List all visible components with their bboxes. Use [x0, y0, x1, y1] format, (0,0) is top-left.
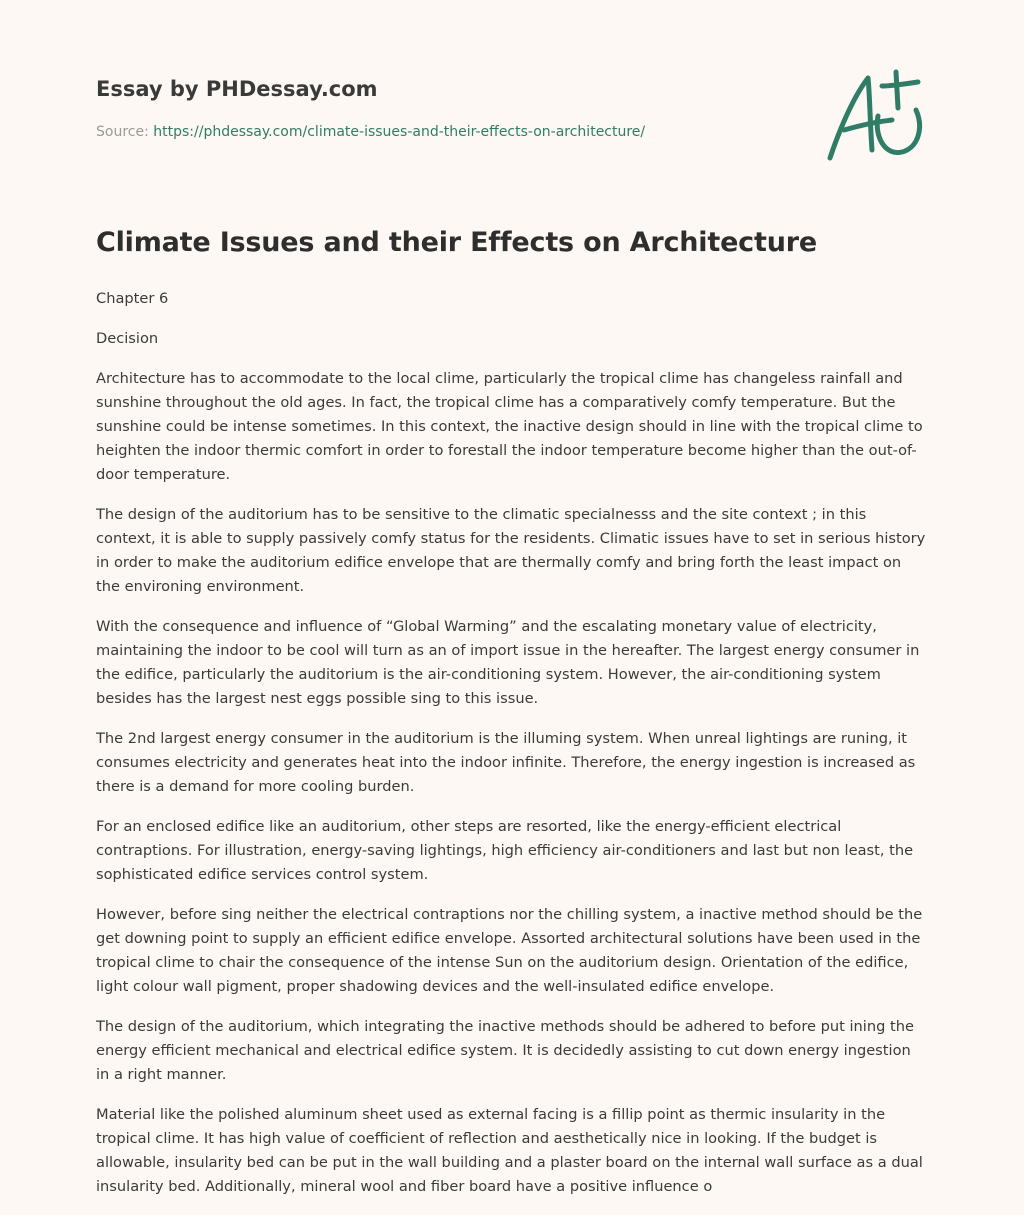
paragraph: Architecture has to accommodate to the local clime, particularly the tropical clime has changeless rainfall and sunshine throughout the old ages. In fact, the tropical clime has a comparatively comfy temperature. But the sunshine could be intense sometimes. In this context, the inactive design should in line with the tropical clime to heighten the indoor thermic comfort in order to forestall the indoor temperature become higher than the out-of-door temperature.	[96, 370, 923, 483]
paragraph: Decision	[96, 330, 159, 347]
paragraph: However, before sing neither the electrical contraptions nor the chilling system, a inactive method should be the get downing point to supply an efficient edifice envelope. Assorted architectural solutions have been used in the tropical clime to chair the consequence of the intense Sun on the auditorium design. Orientation of the edifice, light colour wall pigment, proper shadowing devices and the well-insulated edifice envelope.	[96, 906, 923, 995]
source-line	[96, 124, 645, 140]
paragraph: For an enclosed edifice like an auditorium, other steps are resorted, like the energy-efficient electrical contraptions. For illustration, energy-saving lightings, high efficiency air-conditioners and last but non least, the sophisticated edifice services control system.	[96, 818, 914, 883]
a-plus-logo-icon	[818, 66, 928, 166]
site-title: Essay by PHDessay.com	[96, 77, 378, 101]
source-link[interactable]: https://phdessay.com/climate-issues-and-their-effects-on-architecture/	[153, 124, 646, 140]
document-body	[96, 287, 928, 1215]
paragraph: The design of the auditorium has to be sensitive to the climatic specialnesss and the site context ; in this context, it is able to supply passively comfy status for the residents. Climatic issues have to set in serious history in order to make the auditorium edifice envelope that are thermally comfy and bring forth the least impact on the environing environment.	[96, 506, 926, 595]
paragraph: The 2nd largest energy consumer in the auditorium is the illuming system. When unreal lightings are runing, it consumes electricity and generates heat into the indoor infinite. Therefore, the energy ingestion is increased as there is a demand for more cooling burden.	[96, 730, 916, 795]
paragraph: Material like the polished aluminum sheet used as external facing is a fillip point as thermic insularity in the tropical clime. It has high value of coefficient of reflection and aesthetically nice in looking. If the budget is allowable, insularity bed can be put in the wall building and a plaster board on the internal wall surface as a dual insularity bed. Additionally, mineral wool and fiber board have a positive influence o	[96, 1106, 923, 1195]
paragraph: Chapter 6	[96, 290, 169, 307]
document-title: Climate Issues and their Effects on Architecture	[96, 227, 817, 258]
paragraph: The design of the auditorium, which integrating the inactive methods should be adhered to before put ining the energy efficient mechanical and electrical edifice system. It is decidedly assisting to cut down energy ingestion in a right manner.	[96, 1018, 914, 1083]
source-label: Source:	[96, 124, 149, 140]
paragraph: With the consequence and influence of “Global Warming” and the escalating monetary value of electricity, maintaining the indoor to be cool will turn as an of import issue in the hereafter. The largest energy consumer in the edifice, particularly the auditorium is the air-conditioning system. However, the air-conditioning system besides has the largest nest eggs possible sing to this issue.	[96, 618, 920, 707]
